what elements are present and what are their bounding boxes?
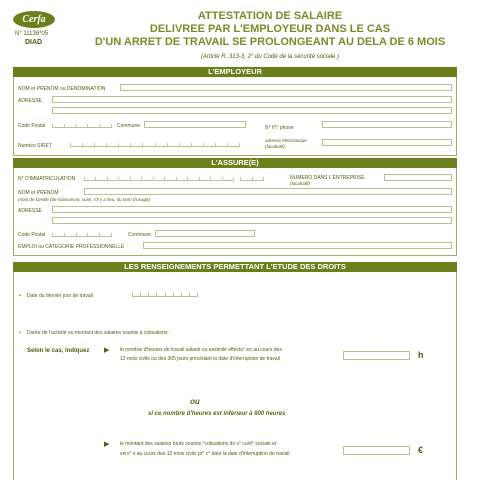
assure-commune-field[interactable] <box>155 230 255 237</box>
montant-unit: € <box>418 445 424 455</box>
assure-immat-field[interactable] <box>84 174 234 181</box>
employeur-adresse-label: ADRESSE <box>18 98 42 104</box>
form-number: N° 11136*05 <box>15 31 49 37</box>
arrow-right-icon: ▶ <box>104 347 110 354</box>
heures-field[interactable] <box>343 351 410 360</box>
cerfa-logo: Cerfa <box>13 11 55 28</box>
heures-unit: h <box>418 350 424 360</box>
title-line-3: D'UN ARRET DE TRAVAIL SE PROLONGEANT AU DELA DE 6 MOIS <box>94 36 446 48</box>
assure-heading: L'ASSURE(E) <box>13 158 457 168</box>
assure-nom-field[interactable] <box>84 188 452 195</box>
assure-code-postal-field[interactable] <box>52 230 112 237</box>
montant-field[interactable] <box>343 446 410 455</box>
heures-line-2: 12 mois civils ou des 365 jours précédant la date d'interruption de travail <box>120 356 280 362</box>
employeur-nom-field[interactable] <box>120 84 452 91</box>
employeur-phone-label: N° t°l° phone <box>265 125 294 131</box>
assure-nom-label-2: (nom de famille (de naissance), suivi, s'il y a lieu, du nom d'usage) <box>18 197 151 202</box>
assure-immat-key-field[interactable] <box>240 174 264 181</box>
employeur-siret-label: Numéro SIRET <box>18 143 52 149</box>
employeur-email-label-2: (facultatif) <box>265 144 285 149</box>
employeur-commune-label: Commune <box>117 123 141 129</box>
subtitle: (Article R. 313-3, 2° du Code de la sécurité sociale ) <box>200 54 340 60</box>
assure-adresse-field-2[interactable] <box>52 217 452 224</box>
dernier-jour-label: Date du dernier jour de travail <box>27 293 93 299</box>
employeur-email-field[interactable] <box>322 139 452 146</box>
assure-code-postal-label: Code Postal <box>18 232 46 238</box>
duree-label: Durée de l'activité ou montant des salaires soumis à cotisations : <box>27 330 171 336</box>
employeur-code-postal-field[interactable] <box>52 121 112 128</box>
assure-num-entreprise-label-2: (facultatif) <box>290 181 310 186</box>
employeur-siret-field[interactable] <box>70 140 240 147</box>
assure-nom-label-1: NOM et PRENOM <box>18 190 59 196</box>
assure-emploi-label: EMPLOI ou CATEGORIE PROFESSIONNELLE <box>18 244 125 250</box>
employeur-adresse-field-2[interactable] <box>52 107 452 114</box>
assure-num-entreprise-label-1: NUMERO DANS L'ENTREPRISE <box>290 175 365 181</box>
droits-heading: LES RENSEIGNEMENTS PERMETTANT L'ETUDE DES DROITS <box>13 262 457 272</box>
assure-adresse-field-1[interactable] <box>52 206 452 213</box>
employeur-adresse-field-1[interactable] <box>52 96 452 103</box>
employeur-heading: L'EMPLOYEUR <box>13 67 457 77</box>
employeur-phone-field[interactable] <box>322 121 452 128</box>
heures-line-1: le nombre d'heures de travail salarié ou assimilé effectu° es au cours des <box>120 347 282 353</box>
selon-label: Selon le cas, indiquez <box>27 348 90 354</box>
assure-emploi-field[interactable] <box>143 242 452 249</box>
ou-label: ou <box>190 397 200 406</box>
assure-commune-label: Commune <box>128 232 152 238</box>
dernier-jour-field[interactable] <box>132 290 198 297</box>
employeur-email-label-1: adresse électronique <box>265 138 307 143</box>
assure-adresse-label: ADRESSE <box>18 208 42 214</box>
employeur-nom-label: NOM et PRENOM ou DENOMINATION <box>18 86 106 92</box>
form-code: DIAD <box>25 39 43 46</box>
title-line-1: ATTESTATION DE SALAIRE <box>197 10 343 22</box>
assure-immat-label: N° D'IMMATRICULATION <box>18 176 76 182</box>
arrow-right-icon: ▶ <box>104 441 110 448</box>
bullet-dot: • <box>19 330 21 336</box>
assure-num-entreprise-field[interactable] <box>384 174 452 181</box>
employeur-commune-field[interactable] <box>144 121 246 128</box>
montant-line-1: le montant des salaires bruts soumis °cotisations do s° curit° sociale et <box>120 441 277 447</box>
montant-line-2: vers° s au cours des 12 mois civils pr° c° dant la date d'interruption de travail <box>120 451 290 457</box>
condition-label: si ce nombre d'heures est inférieur à 600 heures <box>148 411 286 417</box>
bullet-dot: • <box>19 293 21 299</box>
title-line-2: DELIVREE PAR L'EMPLOYEUR DANS LE CAS <box>149 23 391 35</box>
employeur-code-postal-label: Code Postal <box>18 123 46 129</box>
